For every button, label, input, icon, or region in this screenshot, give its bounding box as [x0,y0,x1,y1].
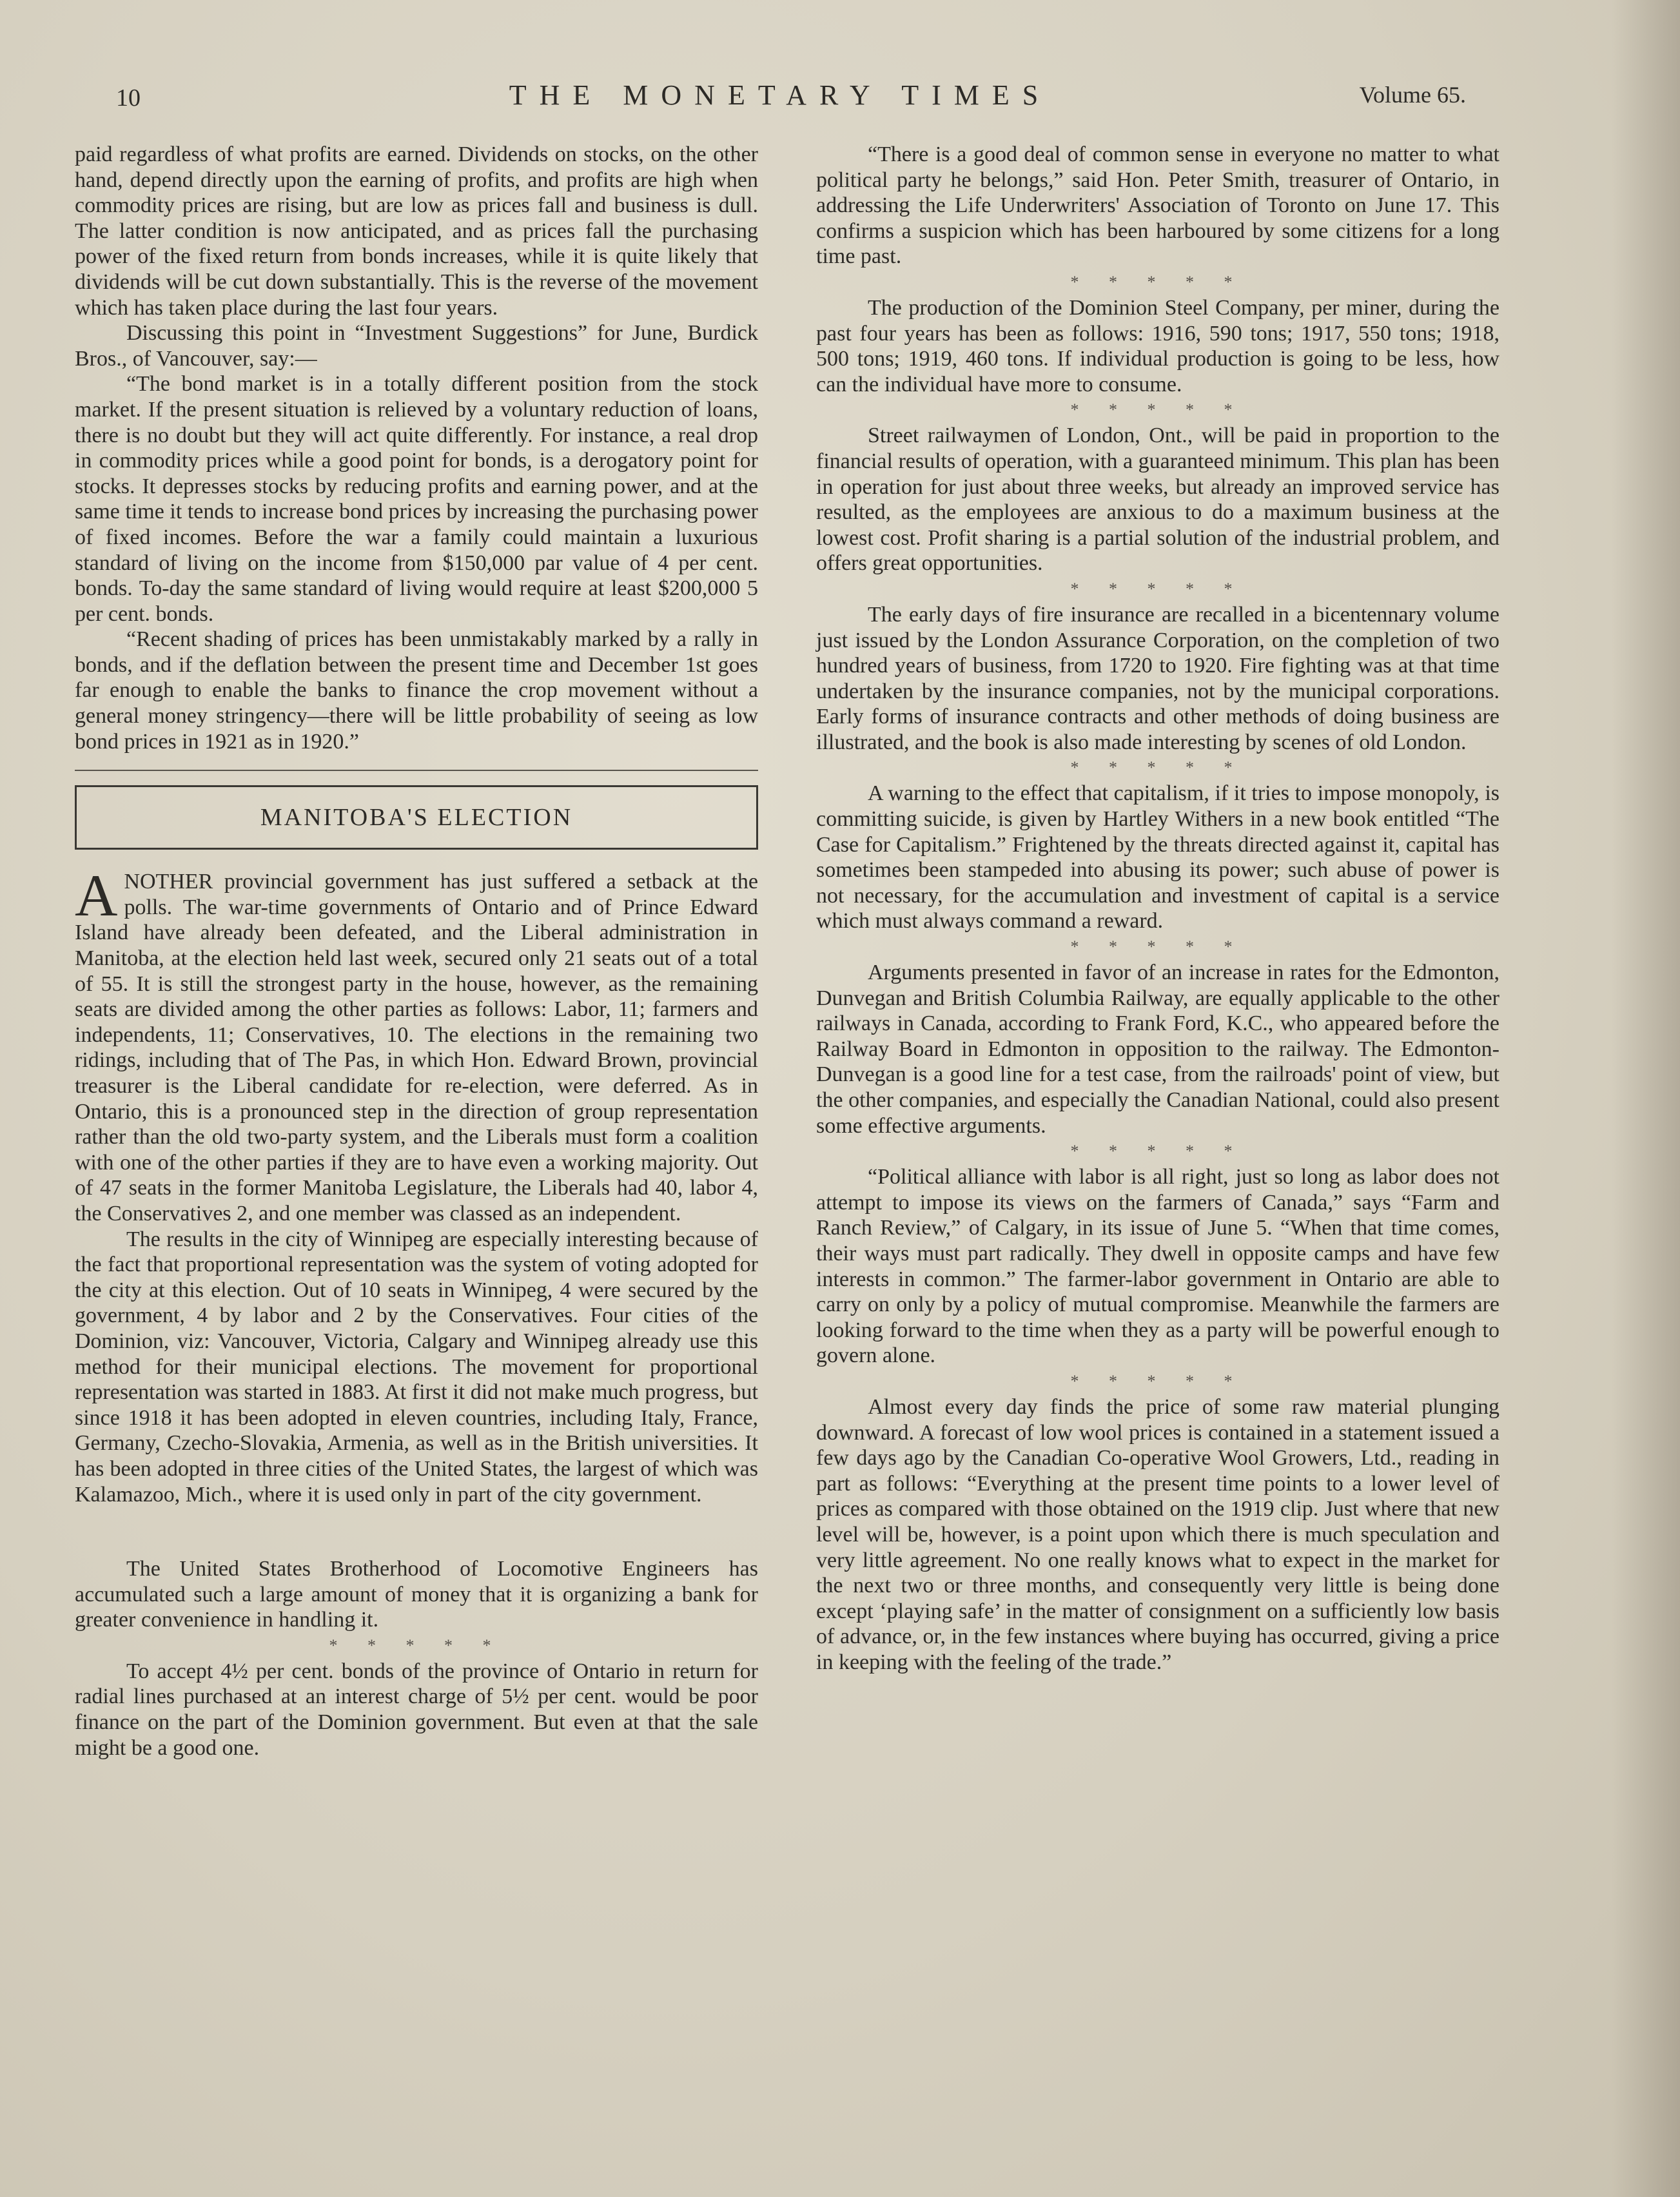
page-number: 10 [116,84,141,112]
binding-shadow [1612,0,1680,2197]
article-paragraph [75,863,758,1226]
separator-stars: * * * * * [1070,937,1245,957]
separator-stars: * * * * * [1070,579,1245,598]
spacer [75,1532,758,1556]
right-column [816,142,1499,1675]
article-paragraph: Discussing this point in “Investment Suggestions” for June, Burdick Bros., of Vancouver, say:— [75,321,758,371]
volume-label: Volume 65. [1359,82,1466,108]
section-heading-box [75,785,758,850]
section-rule [75,770,758,771]
paragraph-text: NOTHER provincial government has just suffered a setback at the polls. The war-time governments of Ontario and of Prince Edward Island have already been defeated, and the Liberal administration in Manitoba, at the election held last week, secured only 21 seats out of a total of 55. It is still the strongest party in the house, however, as the remaining seats are divided among the other parties as follows: Labor, 11; farmers and independents, 11; Conservatives, 10. The elections in the remaining two ridings, including that of The Pas, in which Hon. Edward Brown, provincial treasurer is the Liberal candidate for re-election, were deferred. As in Ontario, this is a pronounced step in the direction of group representation rather than the old two-party system, and the Liberals must form a coalition with one of the other parties if they are to have even a working majority. Out of 47 seats in the former Manitoba Legislature, the Liberals had 40, labor 4, the Conservatives 2, and one member was classed as an independent. [75,870,758,1225]
article-paragraph: The early days of fire insurance are recalled in a bicentennary volume just issued by the London Assurance Corporation, on the completion of two hundred years of business, from 1720 to 1920. Fire fighting was at that time undertaken by the insurance companies, not by the municipal corporations. Early forms of insurance contracts and other methods of doing business are illustrated, and the book is also made interesting by scenes of old London. [816,602,1499,754]
article-paragraph: “There is a good deal of common sense in everyone no matter to what political party he belongs,” said Hon. Peter Smith, treasurer of Ontario, in addressing the Life Underwriters' Association of Toronto on June 17. This confirms a suspicion which has been harboured by some citizens for a long time past. [816,142,1499,269]
article-paragraph: “Political alliance with labor is all right, just so long as labor does not attempt to impose its views on the farmers of Canada,” says “Farm and Ranch Review,” of Calgary, in its issue of June 5. “When that time comes, their ways must part radically. They dwell in opposite camps and have few interests in common.” The farmer-labor government in Ontario are able to carry on only by a policy of mutual compromise. Meanwhile the farmers are looking forward to the time when they as a party will be powerful enough to govern alone. [816,1165,1499,1368]
article-paragraph: “Recent shading of prices has been unmistakably marked by a rally in bonds, and if the deflation between the present time and December 1st goes far enough to enable the banks to finance the crop movement without a general money stringency—there will be little probability of seeing as low bond prices in 1921 as in 1920.” [75,627,758,754]
article-paragraph: The production of the Dominion Steel Company, per miner, during the past four years has been as follows: 1916, 590 tons; 1917, 550 tons; 1918, 500 tons; 1919, 460 tons. If individual production is going to be less, how can the individual have more to consume. [816,295,1499,396]
spacer [75,1507,758,1532]
section-heading: MANITOBA'S ELECTION [260,804,573,832]
separator-stars: * * * * * [1070,1142,1245,1161]
article-paragraph: To accept 4½ per cent. bonds of the province of Ontario in return for radial lines purchased at an interest charge of 5½ per cent. would be poor finance on the part of the Dominion government. But even at that the sale might be a good one. [75,1659,758,1760]
separator-stars: * * * * * [1070,758,1245,777]
article-paragraph: Arguments presented in favor of an increase in rates for the Edmonton, Dunvegan and British Columbia Railway, are equally applicable to the other railways in Canada, according to Frank Ford, K.C., who appeared before the Railway Board in Edmonton in opposition to the railway. The Edmonton-Dunvegan is a good line for a test case, from the railroads' point of view, but the other companies, and especially the Canadian National, could also present some effective arguments. [816,961,1499,1138]
separator-stars: * * * * * [1070,1371,1245,1391]
article-paragraph: The United States Brotherhood of Locomotive Engineers has accumulated such a large amount of money that it is organizing a bank for greater convenience in handling it. [75,1557,758,1632]
separator-stars: * * * * * [1070,400,1245,420]
separator-stars: * * * * * [329,1636,504,1655]
article-paragraph: paid regardless of what profits are earned. Dividends on stocks, on the other hand, depend directly upon the earning of profits, and profits are high when commodity prices are rising, but are low as prices fall and business is dull. The latter condition is now anticipated, and as prices fall the purchasing power of the fixed return from bonds increases, while it is quite likely that dividends will be cut down substantially. This is the reverse of the movement which has taken place during the last four years. [75,142,758,320]
drop-cap: A [75,863,118,929]
separator-stars: * * * * * [1070,272,1245,291]
article-paragraph: Street railwaymen of London, Ont., will be paid in proportion to the financial results of operation, with a guaranteed minimum. This plan has been in operation for just about three weeks, but already an improved service has resulted, as the employees are anxious to do a maximum business at the lowest cost. Profit sharing is a partial solution of the industrial problem, and offers great opportunities. [816,424,1499,576]
article-paragraph: Almost every day finds the price of some raw material plunging downward. A forecast of low wool prices is contained in a statement issued a few days ago by the Canadian Co-operative Wool Growers, Ltd., reading in part as follows: “Everything at the present time points to a lower level of prices as compared with those obtained on the 1919 clip. Just where that new level will be, however, is a point upon which there is much speculation and very little agreement. No one really knows what to expect in the market for the next two or three months, and consequently very little is being done except ‘playing safe’ in the matter of consignment on a sufficiently low basis of advance, or, in the few instances where buying has occurred, giving a price in keeping with the feeling of the trade.” [816,1394,1499,1674]
article-paragraph: The results in the city of Winnipeg are especially interesting because of the fact that proportional representation was the system of voting adopted for the city at this election. Out of 10 seats in Winnipeg, 4 were secured by the government, 4 by labor and 2 by the Conservatives. Four cities of the Dominion, viz: Vancouver, Victoria, Calgary and Winnipeg already use this method for their municipal elections. The movement for proportional representation was started in 1883. At first it did not make much progress, but since 1918 it has been adopted in eleven countries, including Italy, France, Germany, Czecho-Slovakia, Armenia, as well as in the British universities. It has been adopted in three cities of the United States, the largest of which was Kalamazoo, Mich., where it is used only in part of the city government. [75,1227,758,1507]
journal-title: THE MONETARY TIMES [509,79,1051,111]
article-paragraph: A warning to the effect that capitalism, if it tries to impose monopoly, is committing suicide, is given by Hartley Withers in a new book entitled “The Case for Capitalism.” Frightened by the threats directed against it, capital has sometimes been stampeded into abusing its power; such abuse of power is not necessary, for the accumulation and investment of capital is a service which must always command a reward. [816,781,1499,933]
article-paragraph: “The bond market is in a totally different position from the stock market. If the present situation is relieved by a voluntary reduction of loans, there is no doubt but they will act quite differently. For instance, a real drop in commodity prices while a good point for bonds, is a derogatory point for stocks. It depresses stocks by reducing profits and earning power, and at the same time it tends to increase bond prices by increasing the purchasing power of fixed incomes. Before the war a family could maintain a luxurious standard of living on the income from $150,000 par value of 4 per cent. bonds. To-day the same standard of living would require at least $200,000 5 per cent. bonds. [75,372,758,626]
left-column [75,142,758,1761]
page-header [84,72,1476,117]
